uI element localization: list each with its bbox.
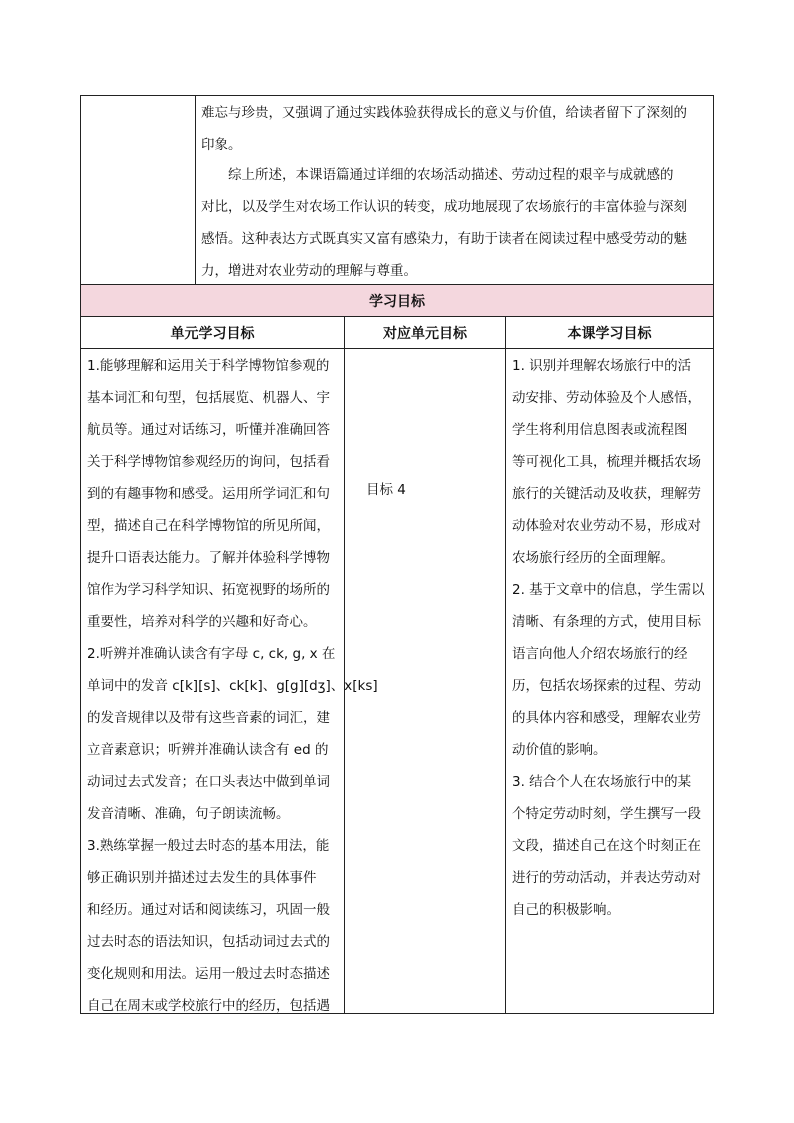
text-line: 单词中的发音 c[k][s]、ck[k]、g[g][dʒ]、x[ks] xyxy=(87,678,378,694)
text-line: 变化规则和用法。运用一般过去时态描述 xyxy=(87,966,330,982)
text-line: 对比，以及学生对农场工作认识的转变，成功地展现了农场旅行的丰富体验与深刻 xyxy=(201,199,687,215)
text-line: 型，描述自己在科学博物馆的所见所闻， xyxy=(87,518,330,534)
text-line: 够正确识别并描述过去发生的具体事件 xyxy=(87,870,317,886)
text-line: 自己的积极影响。 xyxy=(512,902,620,918)
header-lesson-goals: 本课学习目标 xyxy=(567,326,652,342)
header-unit-goals: 单元学习目标 xyxy=(170,326,255,342)
text-line: 关于科学博物馆参观经历的询问，包括看 xyxy=(87,454,330,470)
text-line: 等可视化工具，梳理并概括农场 xyxy=(512,454,701,470)
text-line: 2.听辨并准确认读含有字母 c, ck, g, x 在 xyxy=(87,646,336,662)
text-line: 难忘与珍贵，又强调了通过实践体验获得成长的意义与价值，给读者留下了深刻的 xyxy=(201,105,687,121)
text-line: 提升口语表达能力。了解并体验科学博物 xyxy=(87,550,330,566)
text-line: 旅行的关键活动及收获，理解劳 xyxy=(512,486,701,502)
text-line: 发音清晰、准确，句子朗读流畅。 xyxy=(87,806,290,822)
lesson-goals-text xyxy=(512,350,710,926)
text-line: 和经历。通过对话和阅读练习，巩固一般 xyxy=(87,902,330,918)
text-line: 3. 结合个人在农场旅行中的某 xyxy=(512,774,692,790)
intro-paragraph-1 xyxy=(201,97,711,161)
text-line: 动体验对农业劳动不易，形成对 xyxy=(512,518,701,534)
text-line: 力，增进对农业劳动的理解与尊重。 xyxy=(201,263,417,279)
text-line: 馆作为学习科学知识、拓宽视野的场所的 xyxy=(87,582,330,598)
text-line: 动价值的影响。 xyxy=(512,742,607,758)
text-line: 航员等。通过对话练习，听懂并准确回答 xyxy=(87,422,330,438)
text-line: 历，包括农场探索的过程、劳动 xyxy=(512,678,701,694)
target-text: 目标 4 xyxy=(366,482,406,498)
text-line: 进行的劳动活动，并表达劳动对 xyxy=(512,870,701,886)
text-line: 到的有趣事物和感受。运用所学词汇和句 xyxy=(87,486,330,502)
text-line: 农场旅行经历的全面理解。 xyxy=(512,550,674,566)
text-line: 过去时态的语法知识，包括动词过去式的 xyxy=(87,934,330,950)
text-line: 的发音规律以及带有这些音素的词汇，建 xyxy=(87,710,330,726)
text-line: 动词过去式发音；在口头表达中做到单词 xyxy=(87,774,330,790)
text-line: 基本词汇和句型，包括展览、机器人、宇 xyxy=(87,390,330,406)
section-title: 学习目标 xyxy=(369,294,425,310)
header-target: 对应单元目标 xyxy=(383,326,467,342)
text-line: 语言向他人介绍农场旅行的经 xyxy=(512,646,688,662)
text-line: 的具体内容和感受，理解农业劳 xyxy=(512,710,701,726)
text-line: 清晰、有条理的方式，使用目标 xyxy=(512,614,701,630)
text-line: 印象。 xyxy=(201,137,242,153)
text-line: 3.熟练掌握一般过去时态的基本用法，能 xyxy=(87,838,330,854)
text-line: 学生将利用信息图表或流程图 xyxy=(512,422,688,438)
text-line: 1. 识别并理解农场旅行中的活 xyxy=(512,358,692,374)
top-left-cell xyxy=(80,95,196,285)
text-line: 文段，描述自己在这个时刻正在 xyxy=(512,838,701,854)
text-line: 自己在周末或学校旅行中的经历，包括遇 xyxy=(87,998,330,1014)
text-line: 重要性，培养对科学的兴趣和好奇心。 xyxy=(87,614,317,630)
text-line: 综上所述，本课语篇通过详细的农场活动描述、劳动过程的艰辛与成就感的 xyxy=(201,167,674,183)
intro-paragraph-2 xyxy=(201,159,711,287)
text-line: 2. 基于文章中的信息，学生需以 xyxy=(512,582,705,598)
text-line: 个特定劳动时刻，学生撰写一段 xyxy=(512,806,701,822)
text-line: 立音素意识；听辨并准确认读含有 ed 的 xyxy=(87,742,329,758)
unit-goals-text xyxy=(87,350,378,1022)
text-line: 动安排、劳动体验及个人感悟， xyxy=(512,390,701,406)
text-line: 感悟。这种表达方式既真实又富有感染力，有助于读者在阅读过程中感受劳动的魅 xyxy=(201,231,687,247)
text-line: 1.能够理解和运用关于科学博物馆参观的 xyxy=(87,358,330,374)
